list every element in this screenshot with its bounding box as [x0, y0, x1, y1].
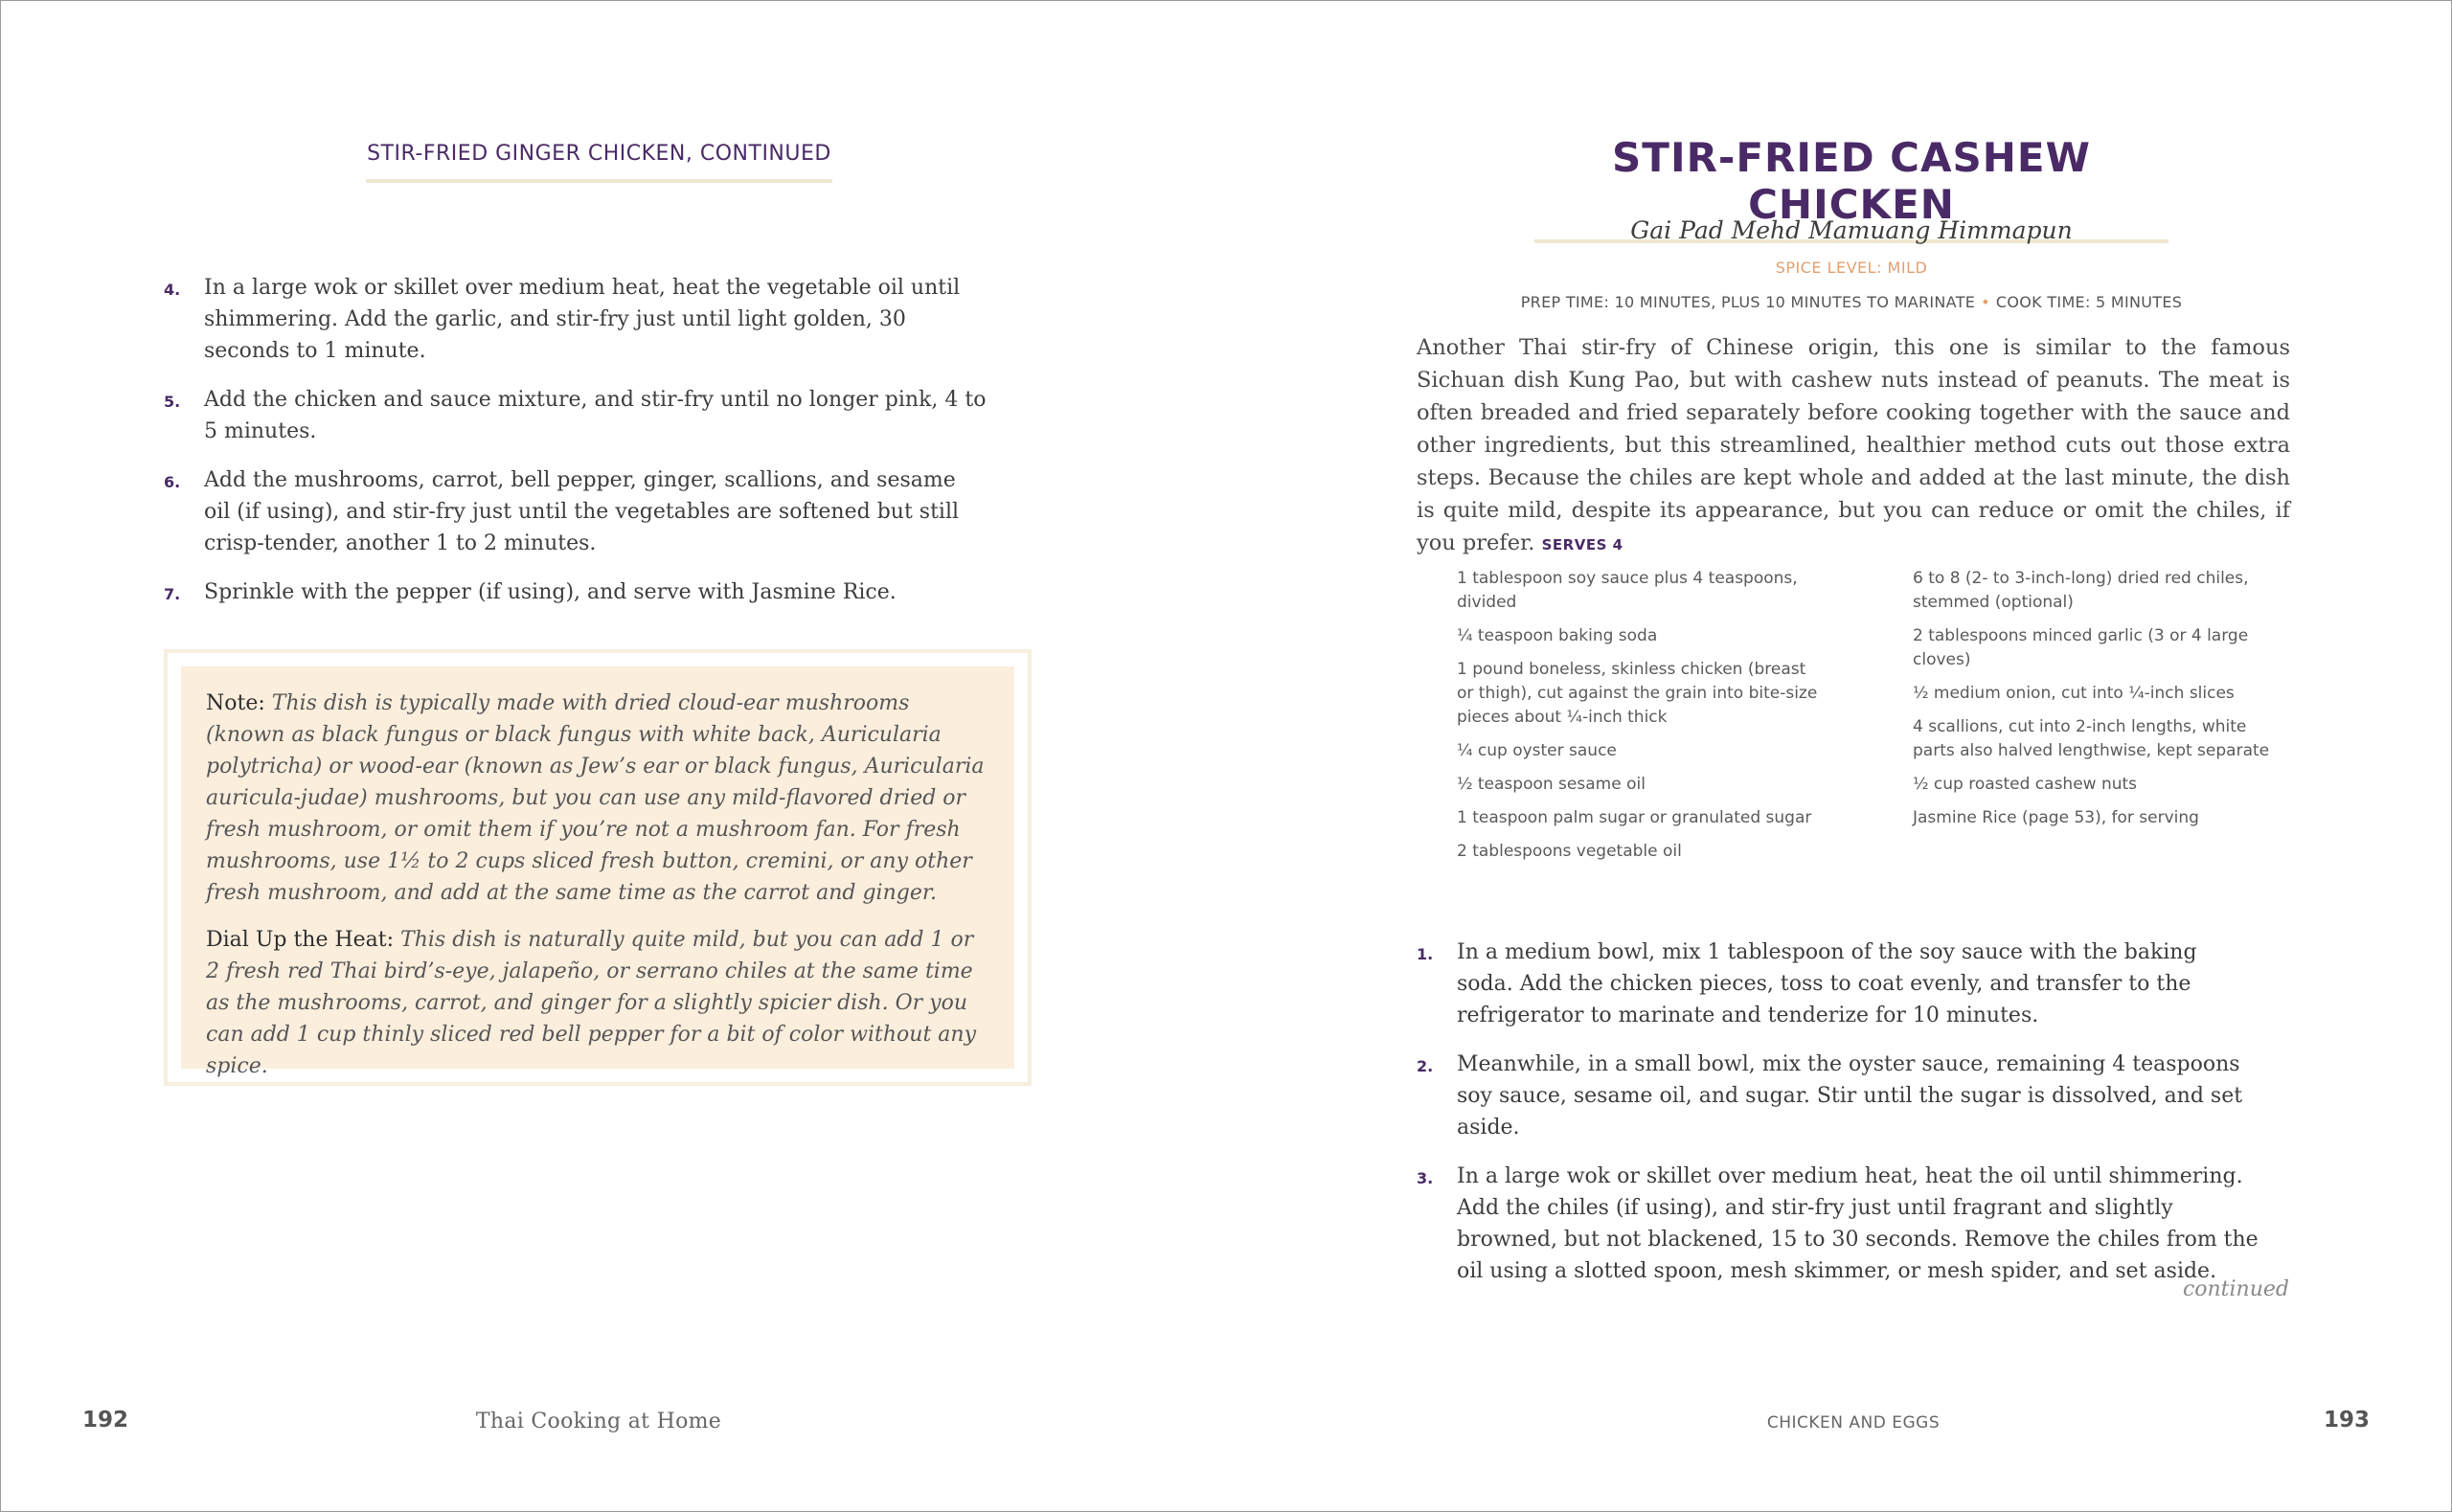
ingredient-item: 1 teaspoon palm sugar or granulated sugar [1457, 808, 1812, 827]
note-text: This dish is typically made with dried cloud-ear mushrooms (known as black fungus or black fungus with white back, Auricularia polytricha) or wood-ear (known as Jew’s ear or black fungus, Auricularia auricula-judae) mushrooms, but you can use any mild-flavored dried or fresh mushroom, or omit them if you’re not a mushroom fan. For fresh mushrooms, use 1½ to 2 cups sliced fresh button, cremini, or any other fresh mushroom, and add at the same time as the carrot and ginger. [206, 691, 985, 905]
ingredient-item: Jasmine Rice (page 53), for serving [1913, 808, 2199, 827]
list-item: 1. In a medium bowl, mix 1 tablespoon of the soy sauce with the baking soda. Add the chicken pieces, toss to coat evenly, and transfer to the refrigerator to marinate and tenderize for 10 minutes. [1417, 940, 2197, 1027]
chapter-title-footer: CHICKEN AND EGGS [1766, 1413, 1941, 1433]
note-paragraph [206, 688, 989, 909]
left-steps-list [164, 272, 988, 625]
ingredient-item: 2 tablespoons vegetable oil [1457, 842, 1682, 861]
ingredients-left-column [1457, 567, 1821, 873]
note-label: Note: [206, 691, 265, 715]
heat-paragraph [206, 924, 989, 1082]
continued-recipe-title: STIR-FRIED GINGER CHICKEN, CONTINUED [366, 142, 832, 183]
continued-note: continued [2182, 1277, 2289, 1301]
prep-time: PREP TIME: 10 MINUTES, PLUS 10 MINUTES TO MARINATE [1520, 293, 1976, 311]
ingredient-item: 4 scallions, cut into 2-inch lengths, white parts also halved lengthwise, kept separate [1913, 717, 2270, 760]
ingredients-right-column [1913, 567, 2277, 840]
right-page-number: 193 [2324, 1408, 2371, 1433]
ingredient-item: 6 to 8 (2- to 3-inch-long) dried red chiles, stemmed (optional) [1913, 569, 2249, 612]
ingredient-item: ½ teaspoon sesame oil [1457, 775, 1646, 794]
ingredient-item: ½ cup roasted cashew nuts [1913, 775, 2138, 794]
heat-label: Dial Up the Heat: [206, 928, 395, 952]
list-item: 2. Meanwhile, in a small bowl, mix the oyster sauce, remaining 4 teaspoons soy sauce, sesame oil, and sugar. Stir until the sugar is dissolved, and set aside. [1417, 1052, 2243, 1140]
note-box [164, 649, 1032, 1086]
recipe-intro: Another Thai stir-fry of Chinese origin, this one is similar to the famous Sichuan dish Kung Pao, but with cashew nuts instead of peanuts. The meat is often breaded and fried separately before cooking together with the sauce and other ingredients, but this streamlined, healthier method cuts out those extra steps. Because the chiles are kept whole and added at the last minute, the dish is quite mild, despite its appearance, but you can reduce or omit the chiles, if you prefer. SERVES 4 [1417, 335, 2290, 555]
spice-level: SPICE LEVEL: MILD [1775, 259, 1928, 277]
ingredient-item: ¼ cup oyster sauce [1457, 741, 1617, 760]
recipe-thai-name: Gai Pad Mehd Mamuang Himmapun [1630, 216, 2073, 244]
list-item: 5. Add the chicken and sauce mixture, and stir-fry until no longer pink, 4 to 5 minutes. [164, 388, 987, 443]
left-page-number: 192 [82, 1408, 129, 1433]
ingredient-item: 2 tablespoons minced garlic (3 or 4 large cloves) [1913, 626, 2249, 669]
serves-count: SERVES 4 [1541, 536, 1623, 553]
list-item: 6. Add the mushrooms, carrot, bell pepper, ginger, scallions, and sesame oil (if using), and stir-fry just until the vegetables are softened but still crisp-tender, another 1 to 2 minutes. [164, 468, 960, 555]
list-item: 7. Sprinkle with the pepper (if using), and serve with Jasmine Rice. [164, 580, 897, 604]
ingredient-item: 1 tablespoon soy sauce plus 4 teaspoons, divided [1457, 569, 1798, 612]
recipe-title: STIR-FRIED CASHEW CHICKEN [1534, 134, 2168, 243]
heat-text: This dish is naturally quite mild, but you can add 1 or 2 fresh red Thai bird’s-eye, jalapeño, or serrano chiles at the same time as the mushrooms, carrot, and ginger for a slightly spicier dish. Or you can add 1 cup thinly sliced red bell pepper for a bit of color without any spice. [206, 928, 976, 1078]
cook-time: COOK TIME: 5 MINUTES [1995, 293, 2183, 311]
book-title-footer: Thai Cooking at Home [475, 1410, 722, 1433]
prep-cook-times [1379, 293, 2324, 311]
ingredient-item: ½ medium onion, cut into ¼-inch slices [1913, 684, 2235, 703]
separator-dot: • [1981, 293, 1990, 311]
note-box-content [181, 666, 1014, 1078]
ingredient-item: 1 pound boneless, skinless chicken (breast or thigh), cut against the grain into bite-size pieces about ¼-inch thick [1457, 660, 1818, 727]
list-item: 3. In a large wok or skillet over medium heat, heat the oil until shimmering. Add the chiles (if using), and stir-fry just until fragrant and slightly browned, but not blackened, 15 to 30 seconds. Remove the chiles from the oil using a slotted spoon, mesh skimmer, or mesh spider, and set aside. [1417, 1164, 2259, 1283]
right-steps-list [1417, 937, 2259, 1304]
ingredient-item: ¼ teaspoon baking soda [1457, 626, 1658, 645]
list-item: 4. In a large wok or skillet over medium heat, heat the vegetable oil until shimmering. Add the garlic, and stir-fry just until light golden, 30 seconds to 1 minute. [164, 276, 961, 363]
